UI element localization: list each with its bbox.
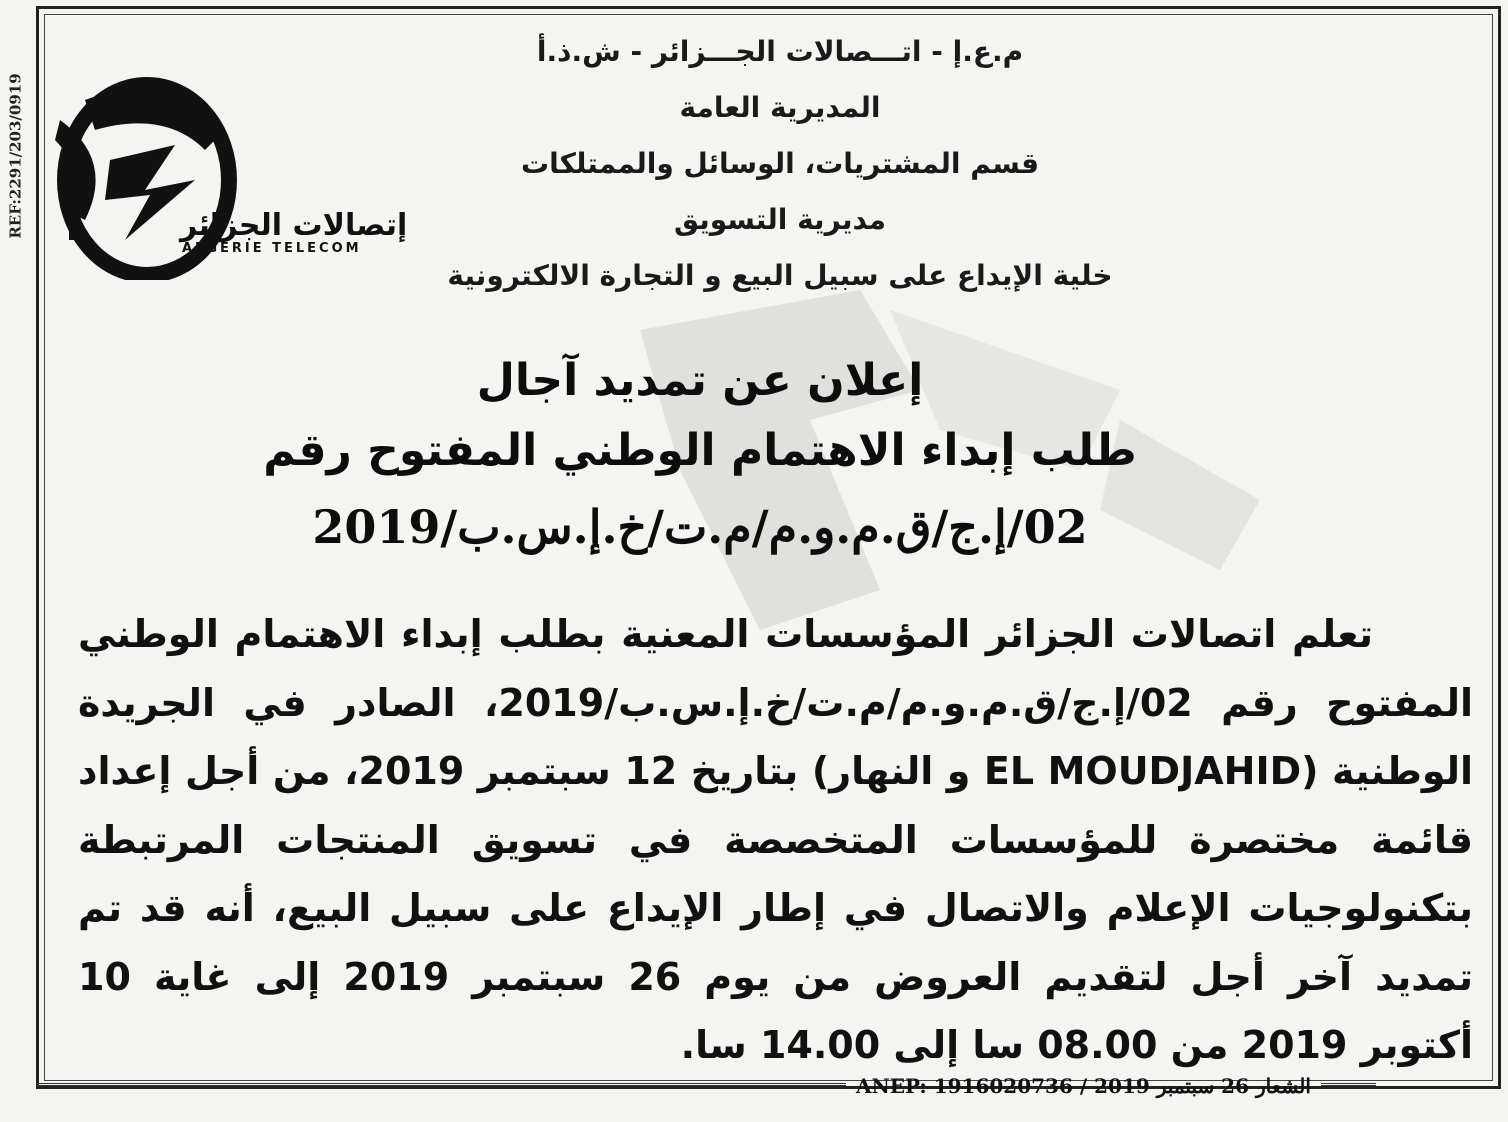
footer-publication-info: الشعار 26 سبتمبر 2019 / ANEP: 1916020736 xyxy=(856,1074,1311,1098)
logo-english-name: ALGERIE TELECOM xyxy=(182,241,362,256)
logo-arabic-name: إتصالات الجزائر xyxy=(180,208,408,243)
procurement-department: قسم المشتريات، الوسائل والممتلكات xyxy=(520,147,1040,180)
announcement-title: إعلان عن تمديد آجال xyxy=(476,355,924,406)
tender-reference: 02/إ.ج/ق.م.و.م/م.ت/خ.إ.س.ب/2019 xyxy=(312,500,1088,554)
body-paragraph: تعلم اتصالات الجزائر المؤسسات المعنية بطلب إبداء الاهتمام الوطني المفتوح رقم 02/إ.ج/ق.م.و.م/م.ت/خ.إ.س.ب/2019، الصادر في الجريدة الوطنية (EL MOUDJAHID و النهار) بتاريخ 12 سبتمبر 2019، من أجل إعداد قائمة مختصرة للمؤسسات المتخصصة في تسويق المنتجات المرتبطة بتكنولوجيات الإعلام والاتصال في إطار الإيداع على سبيل البيع، أنه قد تم تمديد آخر أجل لتقديم العروض من يوم 26 سبتمبر 2019 إلى غاية 10 أكتوبر 2019 من 08.00 سا إلى 14.00 سا. xyxy=(78,612,1474,1067)
reference-number: REF:2291/203/0919 xyxy=(7,73,26,239)
company-name: م.ع.إ - اتـــصالات الجـــزائر - ش.ذ.أ xyxy=(536,35,1024,68)
footer-rule-right xyxy=(1321,1083,1376,1090)
announcement-body xyxy=(78,600,1473,1080)
consignment-cell: خلية الإيداع على سبيل البيع و التجارة الالكترونية xyxy=(447,259,1113,292)
footer-bar xyxy=(36,1068,1501,1104)
marketing-directorate: مديرية التسويق xyxy=(673,203,887,236)
side-reference xyxy=(2,6,30,306)
announcement-subtitle: طلب إبداء الاهتمام الوطني المفتوح رقم xyxy=(263,425,1137,476)
issuer-header xyxy=(400,35,1160,318)
footer-rule-left xyxy=(36,1083,846,1090)
general-directorate: المديرية العامة xyxy=(679,91,881,124)
